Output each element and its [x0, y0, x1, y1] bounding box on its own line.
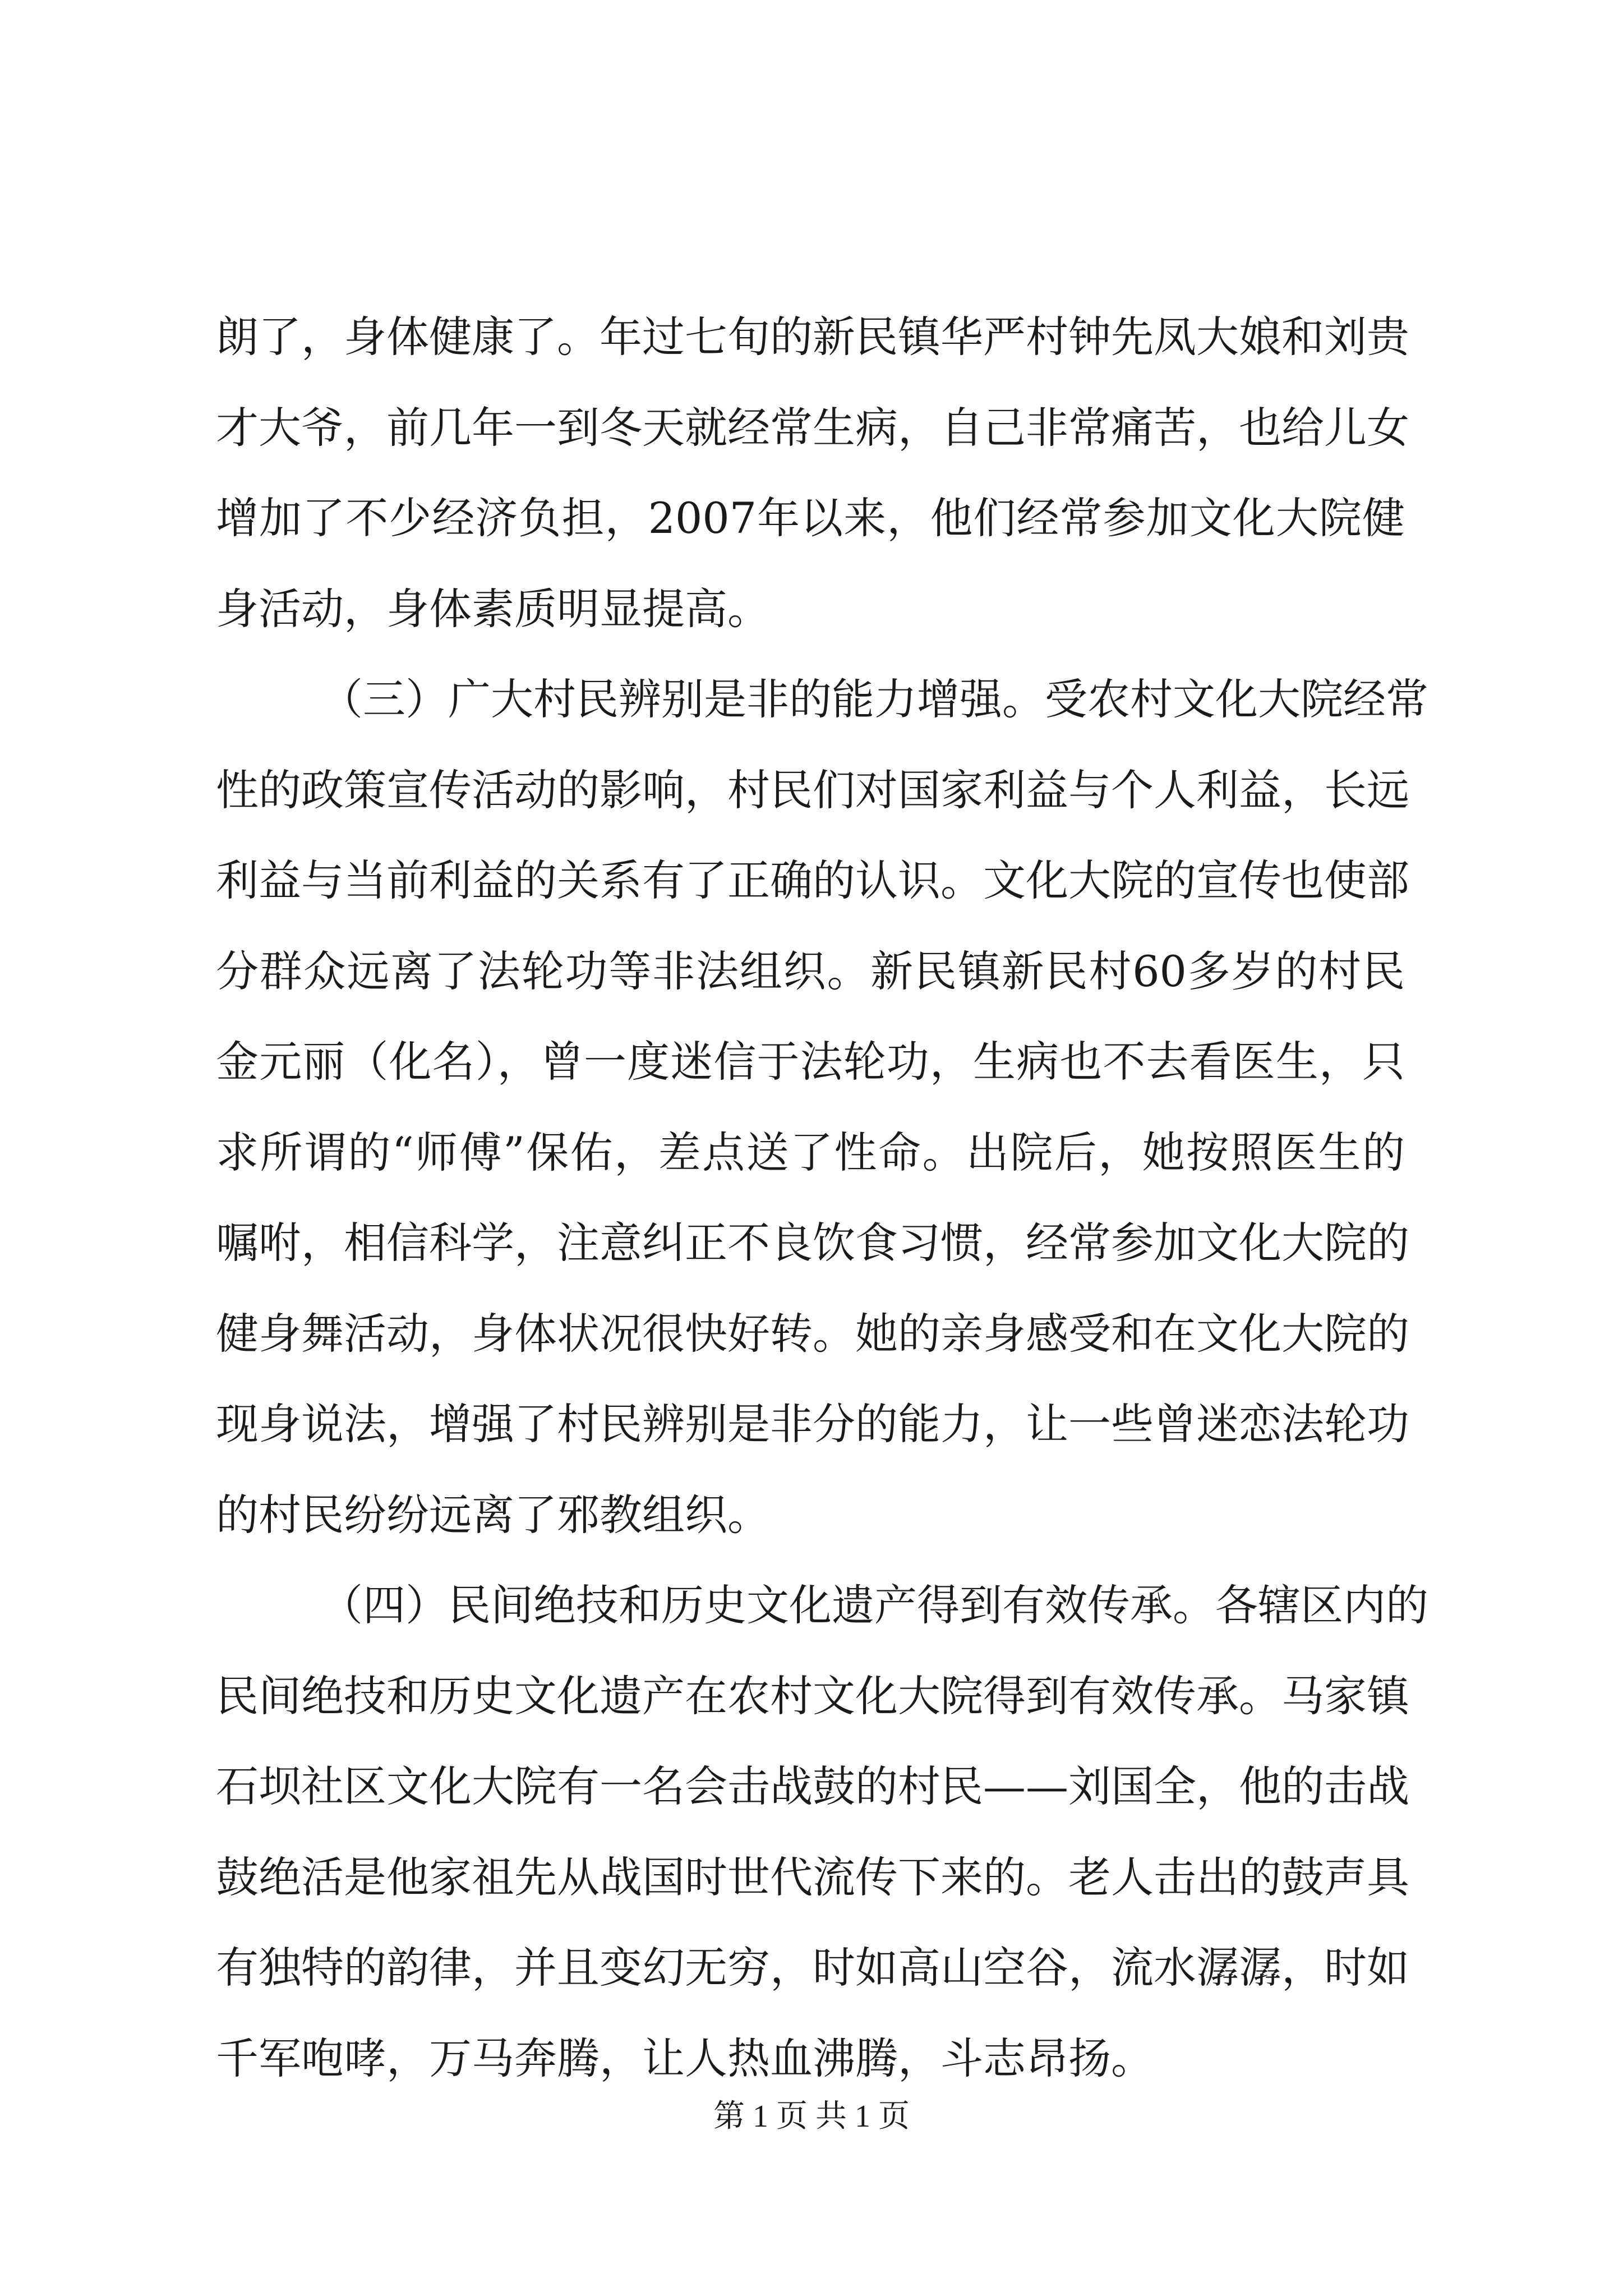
text-line: 性的政策宣传活动的影响，村民们对国家利益与个人利益，长远	[216, 765, 1409, 815]
text-line: 求所谓的“师傅”保佑，差点送了性命。出院后，她按照医生的	[216, 1127, 1405, 1177]
text-line: 分群众远离了法轮功等非法组织。新民镇新民村60多岁的村民	[216, 946, 1405, 996]
text-line: 利益与当前利益的关系有了正确的认识。文化大院的宣传也使部	[216, 855, 1409, 905]
text-line: 才大爷，前几年一到冬天就经常生病，自己非常痛苦，也给儿女	[216, 402, 1409, 453]
text-line: 身活动，身体素质明显提高。	[216, 583, 770, 634]
text-line: 健身舞活动，身体状况很快好转。她的亲身感受和在文化大院的	[216, 1308, 1409, 1359]
text-line: 现身说法，增强了村民辨别是非分的能力，让一些曾迷恋法轮功	[216, 1399, 1409, 1449]
text-line: 有独特的韵律，并且变幻无穷，时如高山空谷，流水潺潺，时如	[216, 1943, 1409, 1993]
document-body	[216, 292, 1428, 2104]
text-line: 石坝社区文化大院有一名会击战鼓的村民——刘国全，他的击战	[216, 1761, 1409, 1811]
text-line: 千军咆哮，万马奔腾，让人热血沸腾，斗志昂扬。	[216, 2033, 1154, 2083]
text-line: 嘱咐，相信科学，注意纠正不良饮食习惯，经常参加文化大院的	[216, 1218, 1409, 1268]
text-line: （四）民间绝技和历史文化遗产得到有效传承。各辖区内的	[320, 1580, 1428, 1630]
text-line: 朗了，身体健康了。年过七旬的新民镇华严村钟先凤大娘和刘贵	[216, 312, 1409, 362]
paragraph	[216, 654, 1428, 1560]
paragraph	[216, 1560, 1428, 2104]
page-footer: 第 1 页 共 1 页	[713, 2099, 910, 2134]
text-line: 金元丽（化名），曾一度迷信于法轮功，生病也不去看医生，只	[216, 1037, 1405, 1087]
text-line: 鼓绝活是他家祖先从战国时世代流传下来的。老人击出的鼓声具	[216, 1852, 1409, 1902]
text-line: （三）广大村民辨别是非的能力增强。受农村文化大院经常	[320, 674, 1428, 724]
text-line: 民间绝技和历史文化遗产在农村文化大院得到有效传承。马家镇	[216, 1671, 1409, 1721]
text-line: 的村民纷纷远离了邪教组织。	[216, 1489, 770, 1540]
paragraph	[216, 292, 1409, 654]
text-line: 增加了不少经济负担，2007年以来，他们经常参加文化大院健	[216, 493, 1405, 543]
